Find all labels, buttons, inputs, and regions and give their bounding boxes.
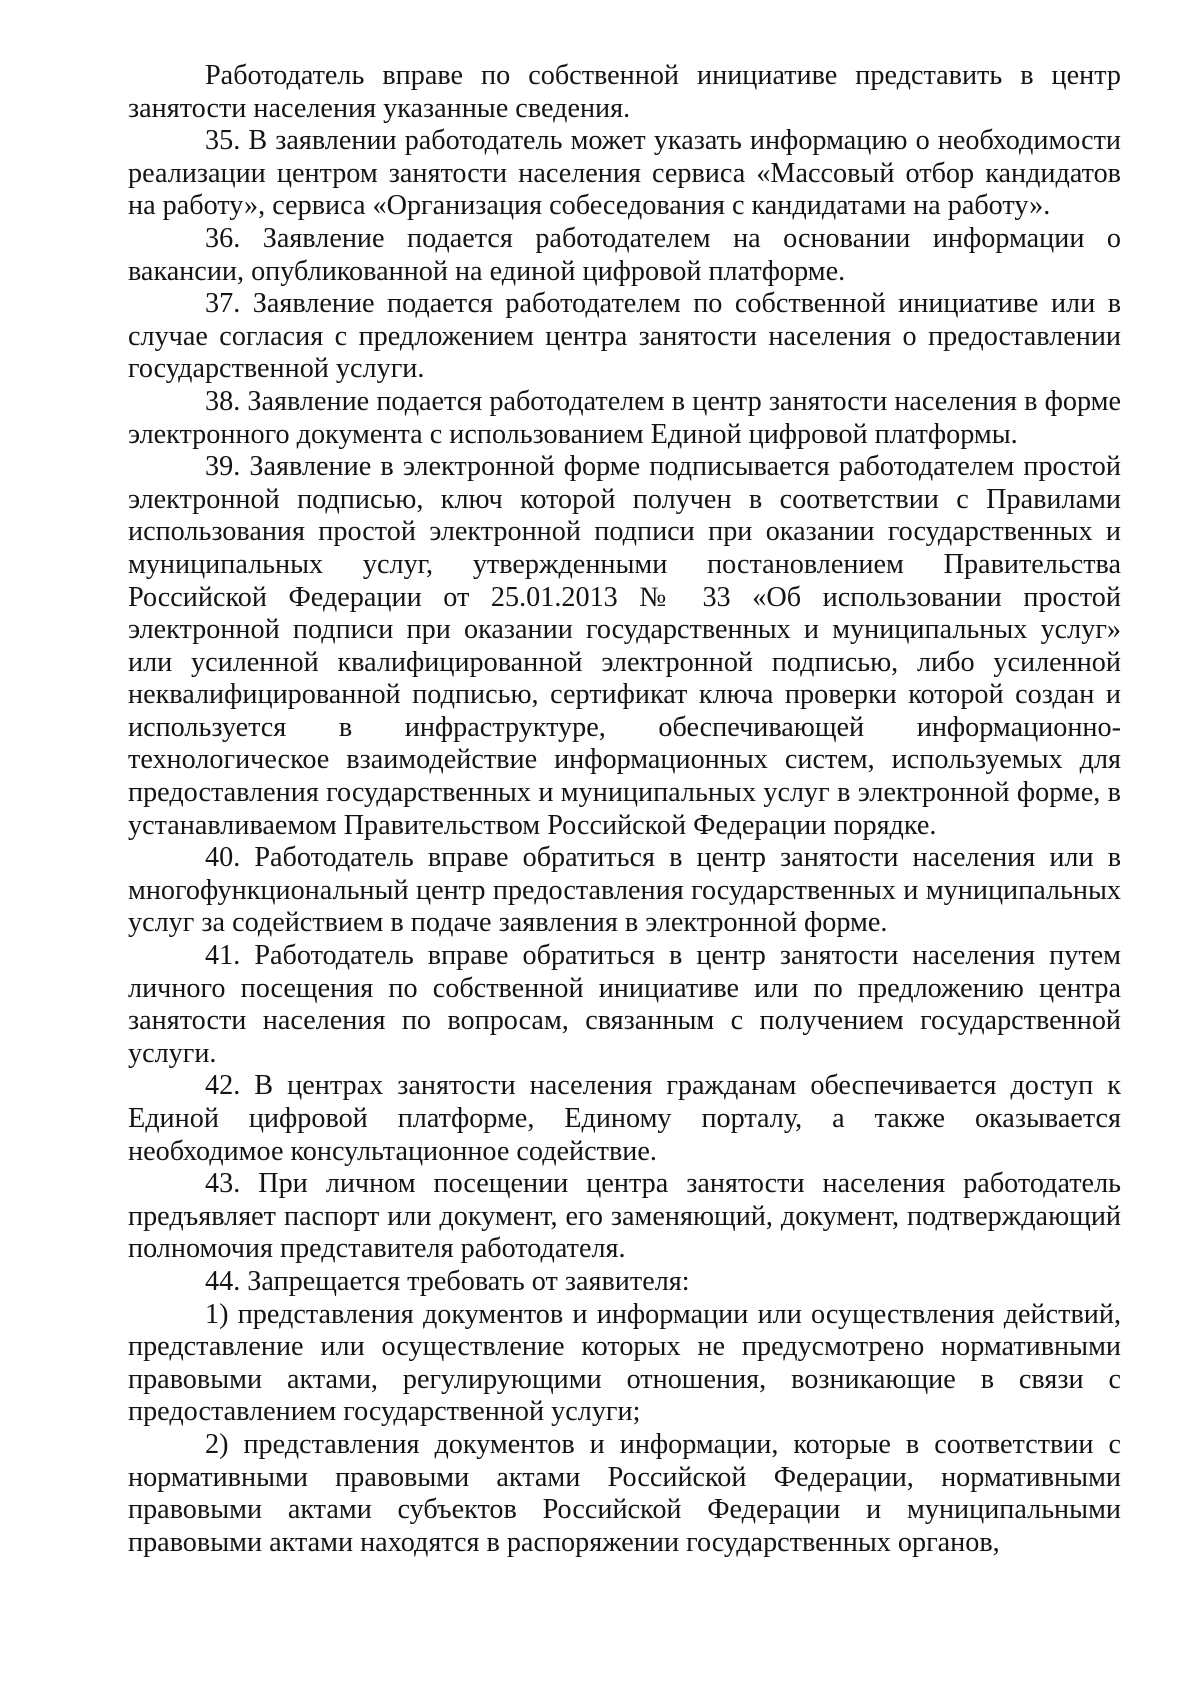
paragraph-41: 41. Работодатель вправе обратиться в центр занятости населения путем личного посещения по собственной инициативе или по предложению центра занятости населения по вопросам, связанным с получением государственной услуги.	[128, 940, 1121, 1069]
paragraph-44: 44. Запрещается требовать от заявителя:	[205, 1265, 690, 1297]
paragraph-36: 36. Заявление подается работодателем на основании информации о вакансии, опубликованной на единой цифровой платформе.	[128, 222, 1121, 287]
paragraph-44-item-1: 1) представления документов и информации или осуществления действий, представление или осуществление которых не предусмотрено нормативными правовыми актами, регулирующими отношения, возникающие в связи с предоставлением государственной услуги;	[128, 1298, 1121, 1428]
document-page	[128, 60, 1121, 1559]
paragraph-intro: Работодатель вправе по собственной инициативе представить в центр занятости населения указанные сведения.	[128, 60, 1121, 124]
paragraph-35: 35. В заявлении работодатель может указать информацию о необходимости реализации центром занятости населения сервиса «Массовый отбор кандидатов на работу», сервиса «Организация собеседования с кандидатами на работу».	[128, 125, 1121, 222]
paragraph-43: 43. При личном посещении центра занятости населения работодатель предъявляет паспорт или документ, его заменяющий, документ, подтверждающий полномочия представителя работодателя.	[128, 1168, 1121, 1265]
paragraph-42: 42. В центрах занятости населения гражданам обеспечивается доступ к Единой цифровой платформе, Единому порталу, а также оказывается необходимое консультационное содействие.	[128, 1070, 1121, 1167]
paragraph-37: 37. Заявление подается работодателем по собственной инициативе или в случае согласия с предложением центра занятости населения о предоставлении государственной услуги.	[128, 288, 1121, 385]
paragraph-40: 40. Работодатель вправе обратиться в центр занятости населения или в многофункциональный центр предоставления государственных и муниципальных услуг за содействием в подаче заявления в электронной форме.	[128, 842, 1121, 939]
paragraph-44-item-2: 2) представления документов и информации, которые в соответствии с нормативными правовыми актами Российской Федерации, нормативными правовыми актами субъектов Российской Федерации и муниципальными правовыми актами находятся в распоряжении государственных органов,	[128, 1428, 1121, 1558]
paragraph-38: 38. Заявление подается работодателем в центр занятости населения в форме электронного документа с использованием Единой цифровой платформы.	[128, 385, 1121, 450]
paragraph-39: 39. Заявление в электронной форме подписывается работодателем простой электронной подписью, ключ которой получен в соответствии с Правилами использования простой электронной подписи при оказании государственных и муниципальных услуг, утвержденными постановлением Правительства Российской Федерации от 25.01.2013 № 33 «Об использовании простой электронной подписи при оказании государственных и муниципальных услуг» или усиленной квалифицированной электронной подписью, либо усиленной неквалифицированной подписью, сертификат ключа проверки которой создан и используется в инфраструктуре, обеспечивающей информационно-технологическое взаимодействие информационных систем, используемых для предоставления государственных и муниципальных услуг в электронной форме, в устанавливаемом Правительством Российской Федерации порядке.	[128, 451, 1121, 841]
